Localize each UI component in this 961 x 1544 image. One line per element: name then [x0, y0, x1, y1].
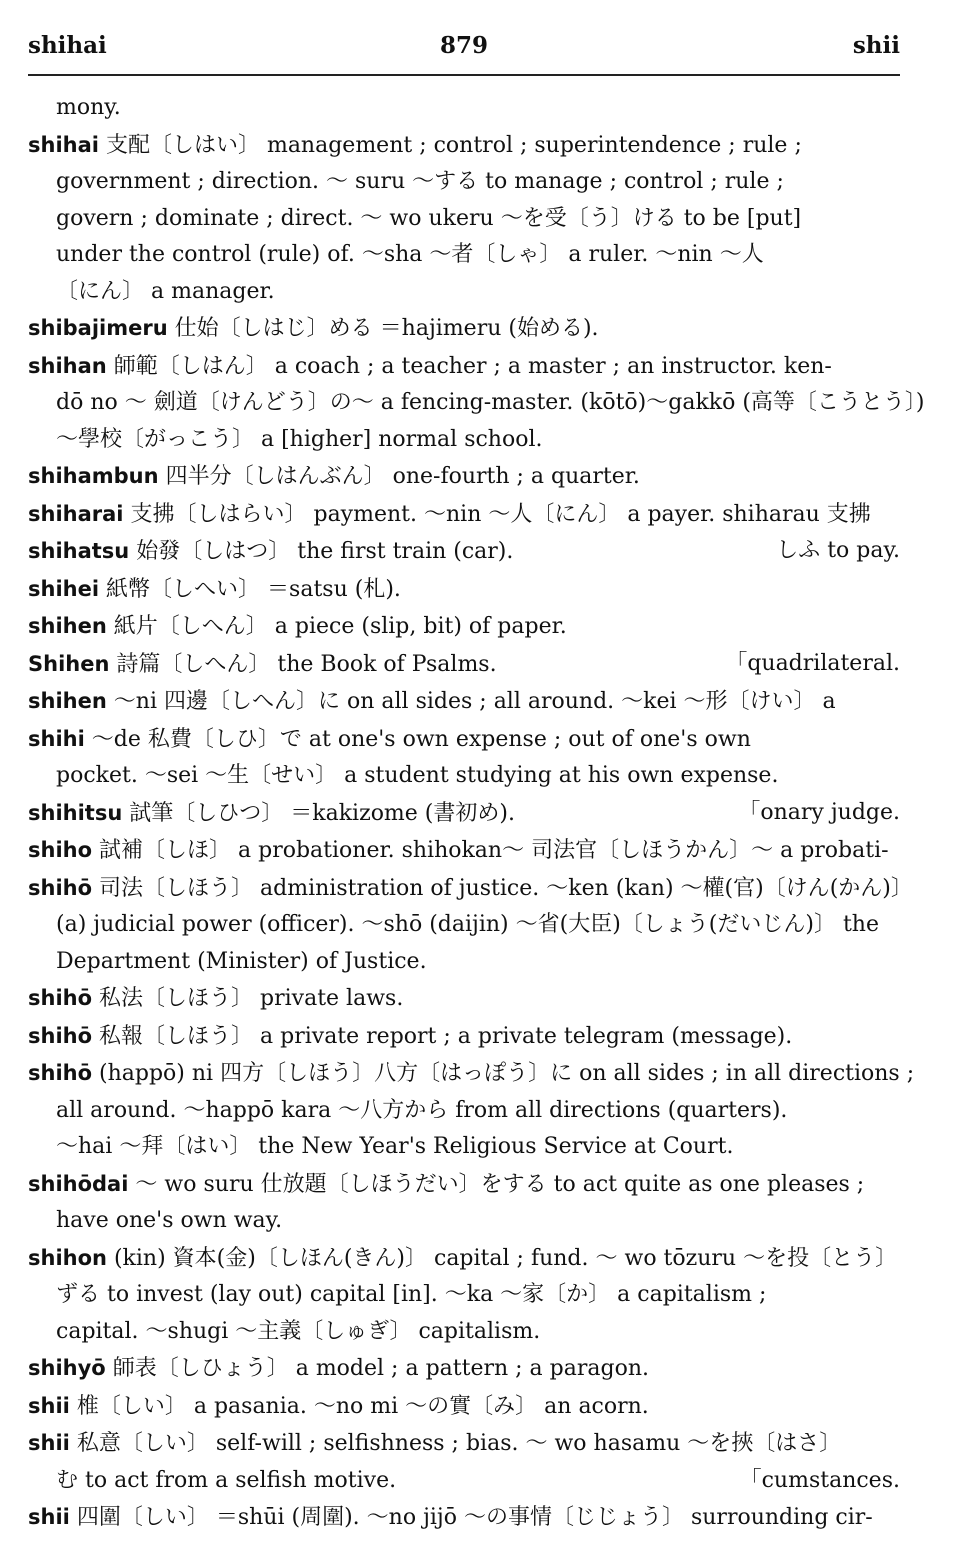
entry-continuation-line: [28, 90, 900, 127]
entry-line: [28, 646, 900, 684]
entry-continuation-line: [28, 274, 900, 311]
entry-text: ずる to invest (lay out) capital [in]. ～ka ～家〔か〕 a capitalism ;: [56, 1282, 767, 1307]
entry-text: 仕始〔しはじ〕める ＝hajimeru (始める).: [167, 316, 599, 341]
entry-text: ～hai ～拜〔はい〕 the New Year's Religious Service at Court.: [56, 1134, 734, 1159]
entry-line: [28, 127, 900, 165]
entry-text: 四圍〔しい〕 ＝shūi (周圍). ～no jijō ～の事情〔じじょう〕 surrounding cir-: [69, 1505, 873, 1530]
entry-headword: shihō: [28, 875, 93, 900]
entry-headword: shihambun: [28, 464, 159, 488]
entry-continuation-line: [28, 1314, 900, 1351]
entry-text: 師表〔しひょう〕 a model ; a pattern ; a paragon.: [105, 1356, 649, 1381]
entry-headword: shihan: [28, 353, 107, 378]
entry-continuation-line: [28, 164, 900, 201]
entry-text: 支拂〔しはらい〕 payment. ～nin ～人〔にん〕 a payer. shiharau 支拂: [123, 501, 871, 527]
entry-line: [28, 721, 900, 759]
entry-line: [28, 310, 900, 348]
entry-text: (kin) 資本(金)〔しほん(きん)〕 capital ; fund. ～ wo tōzuru ～を投〔とう〕: [106, 1245, 898, 1271]
entry-text: (happō) ni 四方〔しほう〕八方〔はっぽう〕に on all sides ; in all directions ;: [92, 1061, 915, 1086]
entry-line: [28, 571, 900, 609]
entry-carryover-text: しふ to pay.: [776, 538, 900, 563]
entry-text: 試補〔しほ〕 a probationer. shihokan～ 司法官〔しほうかん〕～ a probati-: [92, 838, 889, 863]
entry-carryover-text: 「cumstances.: [739, 1467, 900, 1493]
entry-headword: shihai: [28, 132, 99, 157]
entry-line: [28, 1350, 900, 1388]
entry-text: ～學校〔がっこう〕 a [higher] normal school.: [56, 426, 543, 452]
entry-text: ～ wo suru 仕放題〔しほうだい〕をする to act quite as one pleases ;: [128, 1171, 865, 1197]
entry-text: 紙幣〔しへい〕 ＝satsu (札).: [99, 576, 401, 602]
entry-headword: Shihen: [28, 651, 110, 676]
entry-headword: shiharai: [28, 501, 124, 526]
entry-headword: shihō: [28, 1061, 93, 1085]
entry-text: 椎〔しい〕 a pasania. ～no mi ～の實〔み〕 an acorn.: [69, 1393, 649, 1419]
entry-text: 支配〔しはい〕 management ; control ; superintendence ; rule ;: [98, 132, 802, 158]
entry-continuation-line: [28, 237, 900, 274]
entry-continuation-line: [28, 907, 900, 944]
entry-line: [28, 870, 913, 908]
entry-continuation-line: [28, 1463, 900, 1500]
entry-line: [28, 832, 900, 870]
entry-line: [28, 1240, 900, 1278]
entry-text: capital. ～shugi ～主義〔しゅぎ〕 capitalism.: [56, 1318, 541, 1344]
entry-headword: shihō: [28, 1023, 93, 1048]
entry-text: 始發〔しはつ〕 the first train (car).: [129, 539, 514, 564]
entry-text: 師範〔しはん〕 a coach ; a teacher ; a master ; an instructor. ken-: [106, 353, 832, 379]
entry-continuation-line: [28, 1203, 900, 1240]
entry-line: [28, 795, 900, 833]
entry-text: Department (Minister) of Justice.: [56, 948, 427, 974]
header-left-guide-word: shihai: [28, 32, 107, 59]
entry-line: [28, 348, 900, 386]
page-header: [28, 30, 900, 76]
entry-headword: shii: [28, 1431, 70, 1455]
entry-carryover-text: 「onary judge.: [738, 799, 900, 825]
entry-headword: shihyō: [28, 1356, 106, 1380]
entry-line: [28, 683, 900, 721]
entry-headword: shihōdai: [28, 1171, 129, 1196]
entry-text: 司法〔しほう〕 administration of justice. ～ken (kan) ～權(官)〔けん(かん)〕: [92, 875, 913, 901]
entry-headword: shii: [28, 1505, 70, 1529]
entries-list: [28, 90, 925, 1537]
entry-continuation-line: [28, 1129, 900, 1166]
entry-text: 試筆〔しひつ〕 ＝kakizome (書初め).: [122, 800, 515, 826]
entry-line: [28, 1166, 900, 1204]
entry-continuation-line: [28, 201, 900, 238]
entry-continuation-line: [28, 1093, 900, 1130]
entry-text: all around. ～happō kara ～八方から from all directions (quarters).: [56, 1097, 788, 1123]
entry-headword: shihō: [28, 986, 93, 1010]
entry-text: government ; direction. ～ suru ～する to manage ; control ; rule ;: [56, 169, 784, 194]
entry-text: govern ; dominate ; direct. ～ wo ukeru ～を受〔う〕ける to be [put]: [56, 205, 802, 231]
entry-text: 四半分〔しはんぶん〕 one-fourth ; a quarter.: [158, 464, 640, 489]
entry-text: 私報〔しほう〕 a private report ; a private telegram (message).: [92, 1023, 793, 1049]
entry-headword: shihon: [28, 1245, 107, 1270]
entry-text: pocket. ～sei ～生〔せい〕 a student studying at his own expense.: [56, 763, 779, 788]
entry-headword: shibajimeru: [28, 316, 168, 340]
entry-continuation-line: [28, 422, 900, 459]
entry-line: [28, 533, 900, 571]
entry-headword: shihen: [28, 614, 107, 638]
entry-text: 〔にん〕 a manager.: [56, 278, 275, 304]
entry-line: [28, 1018, 900, 1056]
header-right-guide-word: shii: [852, 32, 900, 59]
entry-line: [28, 1499, 900, 1537]
entry-text: under the control (rule) of. ～sha ～者〔しゃ〕 a ruler. ～nin ～人: [56, 242, 764, 267]
entry-text: 私意〔しい〕 self-will ; selfishness ; bias. ～ wo hasamu ～を挾〔はさ〕: [69, 1431, 842, 1456]
entry-line: [28, 1055, 915, 1093]
entry-text: ～ni 四邊〔しへん〕に on all sides ; all around. ～kei ～形〔けい〕 a: [106, 689, 836, 714]
entry-text: dō no ～ 劍道〔けんどう〕の～ a fencing-master. (kōtō)～gakkō (高等〔こうとう〕): [56, 390, 925, 415]
entry-text: 紙片〔しへん〕 a piece (slip, bit) of paper.: [106, 614, 567, 639]
entry-text: 私法〔しほう〕 private laws.: [92, 986, 404, 1011]
dictionary-page: [28, 30, 925, 1537]
entry-continuation-line: [28, 1277, 900, 1314]
entry-continuation-line: [28, 758, 900, 795]
entry-line: [28, 1425, 900, 1463]
entry-text: have one's own way.: [56, 1208, 283, 1233]
entry-text: mony.: [56, 95, 121, 120]
entry-headword: shihen: [28, 689, 107, 713]
entry-continuation-line: [28, 944, 900, 981]
entry-headword: shiho: [28, 838, 93, 862]
entry-headword: shii: [28, 1393, 70, 1418]
page-number: 879: [439, 32, 488, 59]
entry-line: [28, 496, 900, 534]
entry-line: [28, 458, 900, 496]
entry-carryover-text: 「quadrilateral.: [725, 650, 900, 676]
entry-headword: shihatsu: [28, 539, 130, 563]
entry-headword: shihitsu: [28, 800, 123, 825]
entry-text: 詩篇〔しへん〕 the Book of Psalms.: [109, 651, 497, 677]
entry-text: む to act from a selfish motive.: [56, 1467, 397, 1493]
entry-continuation-line: [28, 385, 925, 422]
entry-line: [28, 608, 900, 646]
entry-headword: shihei: [28, 576, 100, 601]
entry-line: [28, 980, 900, 1018]
entry-text: ～de 私費〔しひ〕で at one's own expense ; out of one's own: [84, 726, 751, 752]
entry-headword: shihi: [28, 726, 85, 751]
entry-line: [28, 1388, 900, 1426]
entry-text: (a) judicial power (officer). ～shō (daijin) ～省(大臣)〔しょう(だいじん)〕 the: [56, 912, 879, 937]
